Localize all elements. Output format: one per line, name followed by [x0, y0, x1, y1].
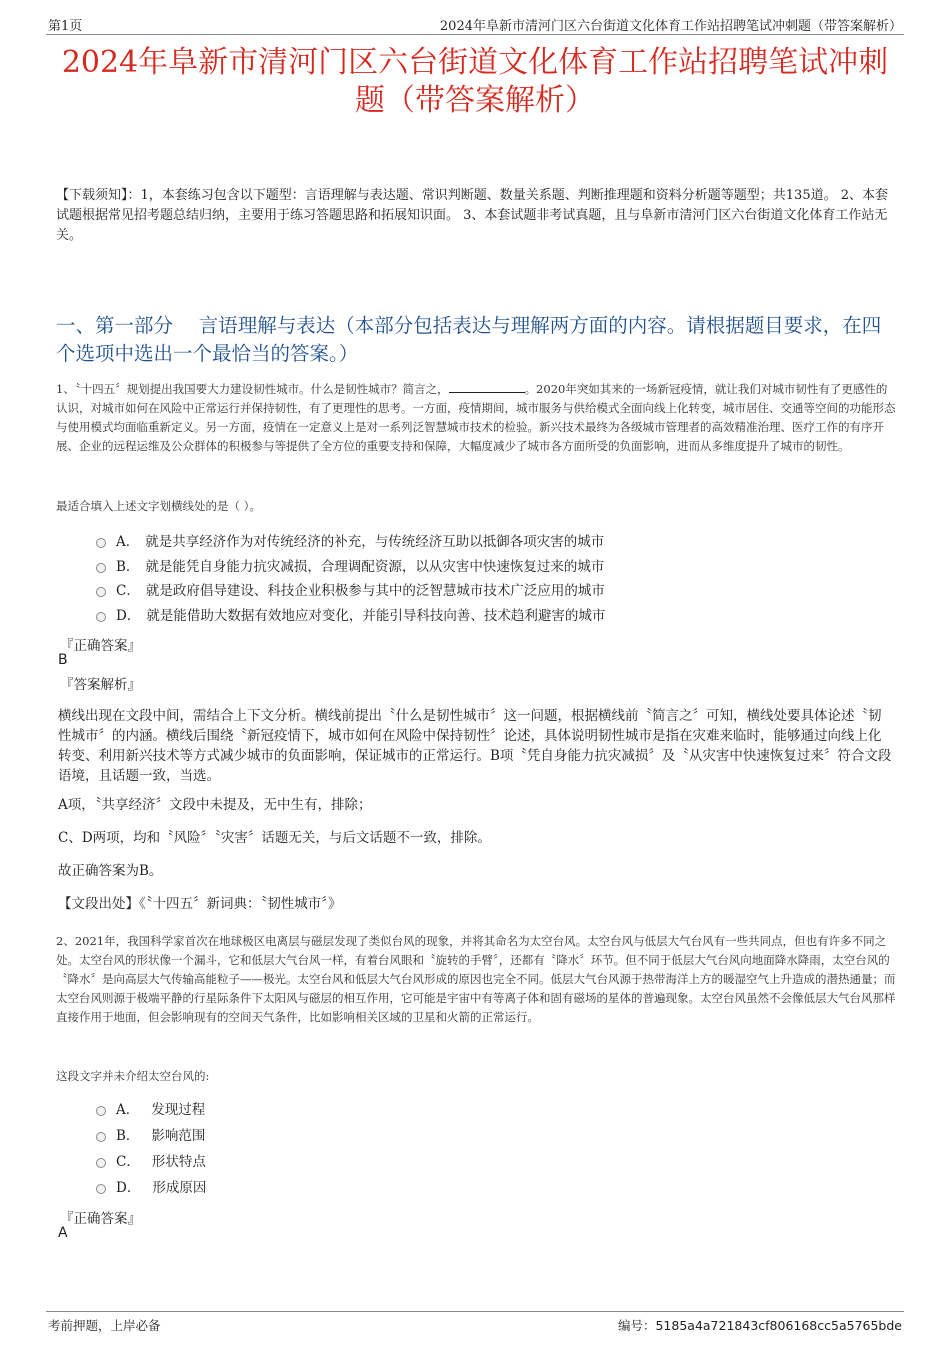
answer-label: 『正确答案』 — [60, 1211, 141, 1227]
radio-circle-icon[interactable] — [96, 1184, 106, 1194]
radio-circle-icon[interactable] — [96, 1132, 106, 1142]
answer-value: B — [58, 652, 68, 668]
analysis-paragraph: C、D两项，均和〝风险〞〝灾害〞话题无关，与后文话题不一致，排除。 — [58, 830, 491, 846]
question-1-text — [56, 380, 896, 456]
page-header — [46, 12, 904, 35]
answer-value: A — [58, 1225, 68, 1241]
blank-underline — [449, 380, 525, 393]
option-d[interactable]: D． 形成原因 — [96, 1176, 890, 1202]
option-b[interactable]: B． 影响范围 — [96, 1124, 890, 1150]
option-b[interactable]: B． 就是能凭自身能力抗灾减损，合理调配资源，以从灾害中快速恢复过来的城市 — [96, 555, 890, 580]
radio-circle-icon[interactable] — [96, 563, 106, 573]
footer-code — [618, 1316, 902, 1334]
radio-circle-icon[interactable] — [96, 587, 106, 597]
radio-circle-icon[interactable] — [96, 1106, 106, 1116]
footer-code-value: 5185a4a721843cf806168cc5a5765bde — [655, 1318, 902, 1333]
option-c[interactable]: C． 就是政府倡导建设、科技企业积极参与其中的泛智慧城市技术广泛应用的城市 — [96, 579, 890, 604]
option-a[interactable]: A． 就是共享经济作为对传统经济的补充，与传统经济互助以抵御各项灾害的城市 — [96, 530, 890, 555]
footer-code-label: 编号： — [617, 1318, 656, 1333]
question-1-text-after: 。2020年突如其来的一场新冠疫情，就让我们对城市韧性有了更感性的认识，对城市如何在风险中正常运行并保持韧性，有了更理性的思考。一方面，疫情期间，城市服务与供给模式全面向线上化转变，城市居住、交通等空间的功能形态与使用模式均面临重新定义。另一方面，疫情在一定意义上是对一系列泛智慧城市技术的检验。新兴技术最终为各级城市管理者的高效精准治理、医疗工作的有序开展、企业的远程运维及公众群体的积极参与等提供了全方位的重要支持和保障，大幅度减少了城市各方面所受的负面影响，进而从多维度提升了城市的韧性。 — [56, 382, 896, 453]
answer-label: 『正确答案』 — [60, 638, 141, 654]
question-2-prompt: 这段文字并未介绍太空台风的: — [56, 1069, 210, 1083]
title-line-1: 2024年阜新市清河门区六台街道文化体育工作站招聘笔试冲刺 — [61, 45, 889, 80]
option-c[interactable]: C． 形状特点 — [96, 1150, 890, 1176]
analysis-paragraph: 横线出现在文段中间，需结合上下文分析。横线前提出〝什么是韧性城市〞这一问题，根据横线前〝简言之〞可知，横线处要具体论述〝韧性城市〞的内涵。横线后围绕〝新冠疫情下，城市如何在风险中保持韧性〞论述，具体说明韧性城市是指在灾难来临时，能够通过向线上化转变、利用新兴技术等方式减少城市的负面影响，保证城市的正常运行。B项〝凭自身能力抗灾减损〞及〝从灾害中快速恢复过来〞符合文段语境，且话题一致，当选。 — [58, 708, 892, 784]
option-a[interactable]: A． 发现过程 — [96, 1098, 890, 1124]
question-2-options — [96, 1098, 890, 1202]
page-number: 第1页 — [48, 19, 83, 34]
download-notice: 【下载须知】：1，本套练习包含以下题型：言语理解与表达题、常识判断题、数量关系题、判断推理题和资料分析题等题型；共135道。 2、本套试题根据常见招考题总结归纳，主要用于练习答题思路和拓展知识面。 3、本套试题非考试真题，且与阜新市清河门区六台街道文化体育工作站无关。 — [56, 188, 888, 243]
page-footer — [46, 1311, 904, 1334]
page-title — [40, 44, 910, 120]
title-line-2: 题（带答案解析） — [355, 83, 595, 118]
question-1-options — [96, 530, 890, 628]
analysis-label: 『答案解析』 — [60, 677, 141, 693]
header-doc-title: 2024年阜新市清河门区六台街道文化体育工作站招聘笔试冲刺题（带答案解析） — [439, 19, 902, 34]
question-1-prompt: 最适合填入上述文字划横线处的是（ ）。 — [56, 499, 261, 513]
radio-circle-icon[interactable] — [96, 1158, 106, 1168]
radio-circle-icon[interactable] — [96, 612, 106, 622]
analysis-paragraph: A项，〝共享经济〞文段中未提及，无中生有，排除； — [58, 797, 372, 813]
footer-slogan: 考前押题，上岸必备 — [48, 1318, 161, 1333]
section-heading-1: 一、第一部分 言语理解与表达（本部分包括表达与理解两方面的内容。请根据题目要求，在四个选项中选出一个最恰当的答案。） — [56, 314, 882, 365]
question-2-text: 2、2021年，我国科学家首次在地球极区电离层与磁层发现了类似台风的现象，并将其命名为太空台风。太空台风与低层大气台风有一些共同点，但也有许多不同之处。太空台风的形状像一个漏斗，它和低层大气台风一样，有着台风眼和〝旋转的手臂〞，还都有〝降水〞环节。但不同于低层大气台风向地面降水降雨，太空台风的〝降水〞是向高层大气传输高能粒子——极光。太空台风和低层大气台风形成的原因也完全不同。低层大气台风源于热带海洋上方的暖湿空气上升造成的潜热通量；而太空台风则源于极端平静的行星际条件下太阳风与磁层的相互作用，它可能是宇宙中有等离子体和固有磁场的星体的普遍现象。太空台风虽然不会像低层大气台风那样直接作用于地面，但会影响现有的空间天气条件，比如影响相关区域的卫星和火箭的正常运行。 — [56, 934, 896, 1024]
radio-circle-icon[interactable] — [96, 538, 106, 548]
analysis-paragraph: 故正确答案为B。 — [58, 863, 163, 879]
source-citation: 【文段出处】《〝十四五〞新词典：〝韧性城市〞》 — [58, 896, 342, 912]
question-1-text-before: 1、〝十四五〞规划提出我国要大力建设韧性城市。什么是韧性城市？简言之， — [56, 382, 449, 396]
option-d[interactable]: D． 就是能借助大数据有效地应对变化，并能引导科技向善、技术趋利避害的城市 — [96, 604, 890, 629]
